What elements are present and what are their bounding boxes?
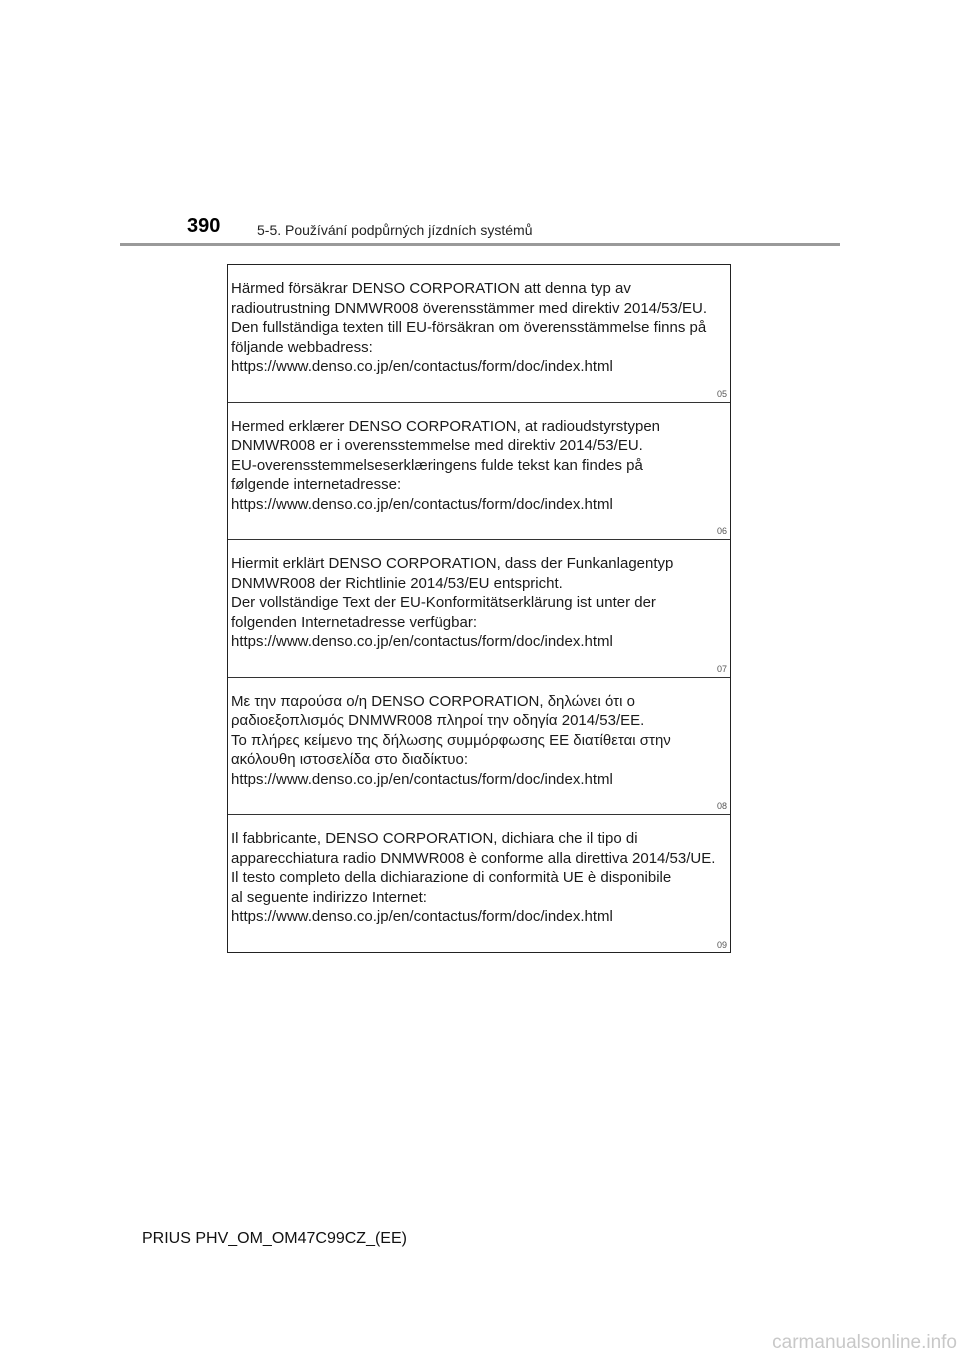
declaration-panel-greek (228, 678, 730, 816)
declaration-panel-danish (228, 403, 730, 541)
header-rule (120, 243, 840, 246)
text-line: ακόλουθη ιστοσελίδα στο διαδίκτυο: (231, 751, 468, 768)
text-line: Με την παρούσα ο/η DENSO CORPORATION, δηλώνει ότι ο (231, 692, 635, 710)
text-line: al seguente indirizzo Internet: (231, 888, 427, 906)
page-number: 390 (187, 215, 221, 237)
panel-code: 05 (716, 388, 727, 399)
declaration-url: https://www.denso.co.jp/en/contactus/form/doc/index.html (231, 495, 613, 513)
text-line: Härmed försäkrar DENSO CORPORATION att denna typ av (231, 280, 631, 297)
declaration-text (231, 554, 730, 652)
panel-code: 06 (716, 526, 727, 536)
text-line: radioutrustning DNMWR008 överensstämmer med direktiv 2014/53/EU. (231, 299, 708, 317)
declaration-url: https://www.denso.co.jp/en/contactus/form/doc/index.html (231, 770, 613, 788)
declaration-box (227, 264, 731, 953)
text-line: Der vollständige Text der EU-Konformitätserklärung ist unter der (231, 594, 656, 611)
text-line: Den fullständiga texten till EU-försäkran om överensstämmelse finns på (231, 319, 707, 336)
text-line: følgende internetadresse: (231, 476, 402, 493)
text-line: apparecchiatura radio DNMWR008 è conforme alla direttiva 2014/53/UE. (231, 849, 716, 867)
text-line: Το πλήρες κείμενο της δήλωσης συμμόρφωσης ΕΕ διατίθεται στην (231, 731, 671, 749)
text-line: DNMWR008 der Richtlinie 2014/53/EU entspricht. (231, 574, 563, 592)
declaration-panel-swedish (228, 265, 730, 403)
declaration-url: https://www.denso.co.jp/en/contactus/form/doc/index.html (231, 358, 613, 375)
declaration-url: https://www.denso.co.jp/en/contactus/form/doc/index.html (231, 908, 613, 925)
text-line: Hermed erklærer DENSO CORPORATION, at radioudstyrstypen (231, 417, 661, 435)
text-line: Il testo completo della dichiarazione di conformità UE è disponibile (231, 869, 672, 886)
declaration-text (231, 692, 730, 790)
declaration-text (231, 417, 730, 515)
text-line: Hiermit erklärt DENSO CORPORATION, dass der Funkanlagentyp (231, 555, 674, 572)
document-id: PRIUS PHV_OM_OM47C99CZ_(EE) (142, 1230, 407, 1247)
declaration-text (231, 829, 730, 927)
text-line: följande webbadress: (231, 338, 373, 356)
text-line: DNMWR008 er i overensstemmelse med direktiv 2014/53/EU. (231, 437, 643, 454)
declaration-url: https://www.denso.co.jp/en/contactus/form/doc/index.html (231, 633, 613, 650)
declaration-panel-german (228, 540, 730, 678)
panel-code: 08 (716, 801, 727, 811)
section-title: 5-5. Používání podpůrných jízdních systémů (257, 222, 533, 238)
text-line: Il fabbricante, DENSO CORPORATION, dichiara che il tipo di (231, 830, 638, 847)
declaration-panel-italian (228, 815, 730, 953)
panel-code: 07 (716, 663, 727, 674)
watermark: carmanualsonline.info (772, 1332, 957, 1353)
declaration-text (231, 279, 730, 377)
text-line: EU-overensstemmelseserklæringens fulde tekst kan findes på (231, 456, 643, 474)
text-line: ραδιοεξοπλισμός DNMWR008 πληροί την οδηγία 2014/53/ΕΕ. (231, 712, 645, 729)
panel-code: 09 (716, 939, 727, 950)
text-line: folgenden Internetadresse verfügbar: (231, 613, 477, 631)
